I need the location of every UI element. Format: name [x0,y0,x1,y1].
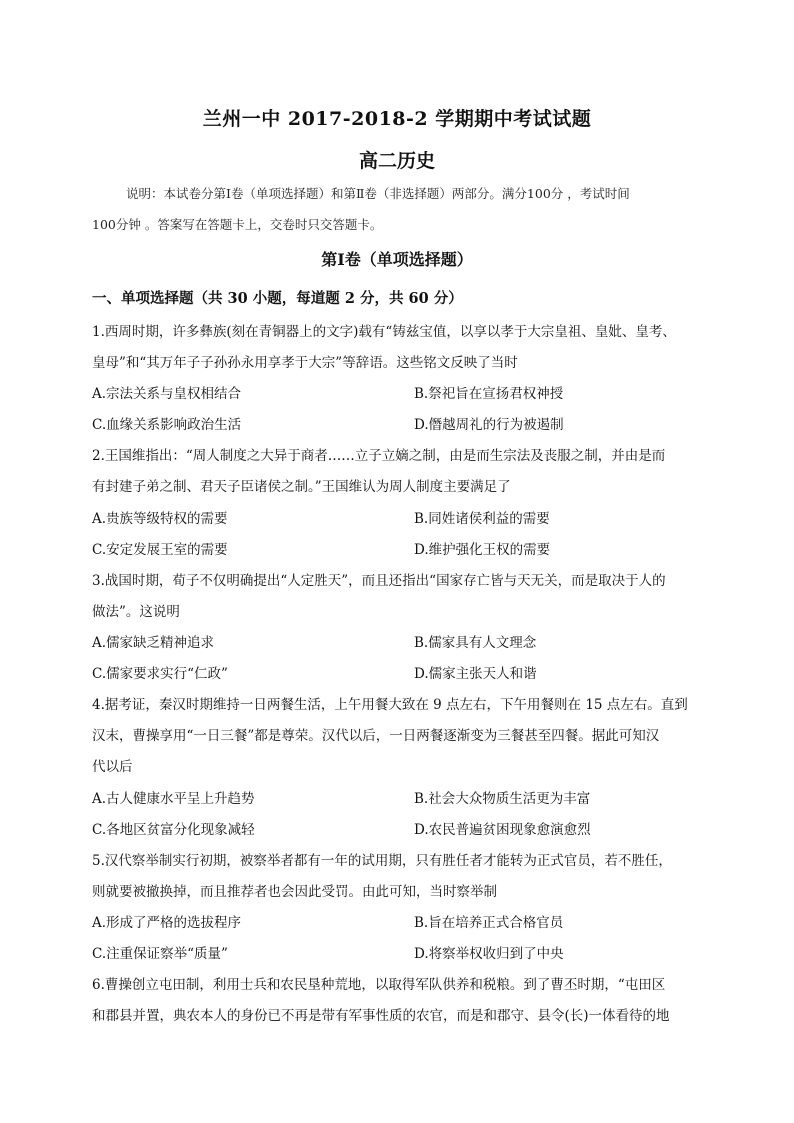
question-1-option-c: C.血缘关系影响政治生活 [92,417,242,433]
question-3-option-a: A.儒家缺乏精神追求 [92,635,215,651]
question-4-option-a: A.古人健康水平呈上升趋势 [92,791,255,807]
exam-title: 兰州一中 2017-2018-2 学期期中考试试题 [202,108,592,130]
question-3-line-1: 3.战国时期，荀子不仅明确提出“人定胜天”，而且还指出“国家存亡皆与天无关，而是取决于人的 [92,573,666,589]
question-4-line-1: 4.据考证，秦汉时期维持一日两餐生活，上午用餐大致在 9 点左右，下午用餐则在 15 点左右。直到 [92,697,688,713]
exam-subtitle: 高二历史 [358,150,435,172]
question-2-option-c: C.安定发展王室的需要 [92,542,228,558]
question-4-option-d: D.农民普遍贫困现象愈演愈烈 [414,822,591,838]
question-5-option-c: C.注重保证察举“质量” [92,946,228,962]
question-3-option-c: C.儒家要求实行“仁政” [92,666,228,682]
question-5-option-a: A.形成了严格的选拔程序 [92,915,242,931]
question-4-line-2: 汉末，曹操享用“一日三餐”都是尊荣。汉代以后，一日两餐逐渐变为三餐甚至四餐。据此可知汉 [92,728,660,744]
question-6-line-2: 和郡县并置，典农本人的身份已不再是带有军事性质的农官，而是和郡守、县令(长)一体看待的地 [92,1008,670,1024]
question-1-option-d: D.僭越周礼的行为被遏制 [414,417,564,433]
question-3-option-d: D.儒家主张天人和谐 [414,666,537,682]
question-2-option-b: B.同姓诸侯利益的需要 [414,511,550,527]
question-4-option-b: B.社会大众物质生活更为丰富 [414,791,591,807]
instructions-line-1: 说明：本试卷分第Ⅰ卷（单项选择题）和第Ⅱ卷（非选择题）两部分。满分100分 ，考试时间 [126,186,630,201]
question-2-option-a: A.贵族等级特权的需要 [92,511,228,527]
question-1-option-a: A.宗法关系与皇权相结合 [92,386,242,402]
question-2-option-d: D.维护强化王权的需要 [414,542,551,558]
section-title: 第Ⅰ卷（单项选择题） [321,250,473,269]
question-2-line-1: 2.王国维指出：“周人制度之大异于商者……立子立嫡之制，由是而生宗法及丧服之制，并由是而 [92,448,666,464]
instructions-line-2: 100分钟 。答案写在答题卡上，交卷时只交答题卡。 [92,217,383,232]
question-1-line-2: 皇母”和“其万年子子孙孙永用享孝于大宗”等辞语。这些铭文反映了当时 [92,355,518,371]
question-3-line-2: 做法”。这说明 [92,604,180,620]
question-4-option-c: C.各地区贫富分化现象减轻 [92,822,255,838]
question-1-option-b: B.祭祀旨在宣扬君权神授 [414,386,564,402]
question-2-line-2: 有封建子弟之制、君天子臣诸侯之制。”王国维认为周人制度主要满足了 [92,479,511,495]
question-3-option-b: B.儒家具有人文理念 [414,635,537,651]
question-5-line-2: 则就要被撤换掉，而且推荐者也会因此受罚。由此可知，当时察举制 [92,884,497,900]
question-6-line-1: 6.曹操创立屯田制，利用士兵和农民垦种荒地，以取得军队供养和税粮。到了曹丕时期，“屯田区 [92,977,666,993]
question-4-line-3: 代以后 [92,759,133,775]
question-5-option-b: B.旨在培养正式合格官员 [414,915,564,931]
question-5-option-d: D.将察举权收归到了中央 [414,946,564,962]
question-1-line-1: 1.西周时期，许多彝族(刻在青铜器上的文字)载有“铸兹宝值，以享以孝于大宗皇祖、皇妣、皇考、 [92,324,676,340]
question-5-line-1: 5.汉代察举制实行初期，被察举者都有一年的试用期，只有胜任者才能转为正式官员，若不胜任， [92,853,672,869]
part-title: 一、单项选择题（共 30 小题，每道题 2 分，共 60 分） [92,290,463,307]
